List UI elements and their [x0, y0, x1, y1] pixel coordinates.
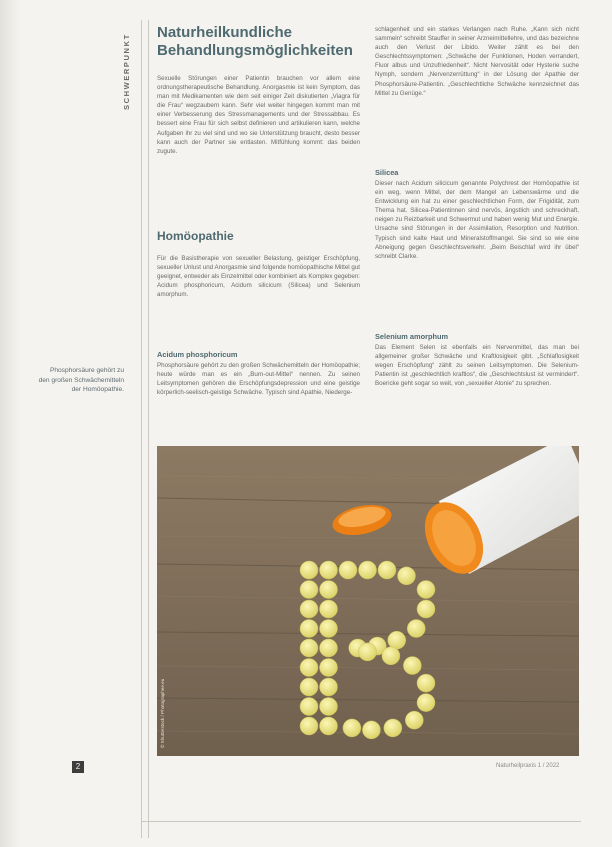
silicea-paragraph: Dieser nach Acidum silicicum genannte Polychrest der Homöopathie ist ein weg, wenn Mittel, der dem Mangel an Lebenswärme und die Entwicklung ein hat zu einer geschlechtlichen Form, der Frigidität, zum Thema hat. Silicea-Patientinnen sind nervös, ängstlich und schreckhaft, neigen zu Reizbarkeit und Schwermut und haben wenig Mut und Energie. Ursache sind Störungen in der Assimilation, Resorption und Nutrition. Typisch sind kalte Haut und Mineralstoffmangel. Sie sind so wie eine Abneigung gegen Geschlechtsverkehr. „Beim Beischlaf wird ihr übel“ schreibt Clarke.	[375, 180, 579, 260]
page-shadow	[0, 0, 20, 847]
pill	[300, 717, 318, 735]
acidum-paragraph: Phosphorsäure gehört zu den großen Schwächemitteln der Homöopathie; heute würde man es ein „Burn-out-Mittel“ nennen. Zu seinen Leitsymptomen gehören die Erschöpfungsdepression und eine geistige körperlich-seelisch-geistige Schwäche. Typisch sind Apathie, Niederge-	[157, 362, 360, 397]
pill	[320, 600, 338, 618]
pill	[384, 719, 402, 737]
pill	[320, 698, 338, 716]
pill	[339, 561, 357, 579]
pill	[359, 561, 377, 579]
heading-acidum: Acidum phosphoricum	[157, 350, 238, 359]
article-title	[157, 24, 367, 60]
column-rule	[141, 20, 142, 838]
pill	[300, 639, 318, 657]
pill	[300, 620, 318, 638]
pill	[417, 581, 435, 599]
pill	[300, 659, 318, 677]
silicea-section	[375, 168, 579, 261]
pill	[417, 674, 435, 692]
pill	[320, 717, 338, 735]
pill	[320, 620, 338, 638]
pill	[388, 631, 406, 649]
column2-paragraph: schlagenheit und ein starkes Verlangen nach Ruhe. „Kann sich nicht sammeln“ schreibt Stauffer in seiner Arzneimittellehre, und das bezeichne auch den Verlust der Libido. Weiter zählt es bei den Geschlechtssymptomen: „Schwäche der Funktionen, Hoden verrandert, Fluor albus und Unzufriedenheit“. Nicht Nervosität oder Hysterie suche Nymph, sondern „Nervenzerrüttung“ in der Lösung der Apathie der Phosphorsäure-Patientin. „Geschlechtliche Schwäche kennzeichnet das Mittel zu Genüge.“	[375, 26, 579, 97]
pill	[300, 698, 318, 716]
acidum-section	[157, 350, 360, 397]
pill	[320, 581, 338, 599]
heading-selenium: Selenium amorphum	[375, 332, 449, 341]
pill	[320, 659, 338, 677]
pill	[300, 561, 318, 579]
pill	[417, 694, 435, 712]
section-tag: SCHWERPUNKT	[122, 33, 131, 110]
footer-rule	[141, 821, 581, 822]
pill	[300, 678, 318, 696]
pill	[417, 600, 435, 618]
pill	[407, 620, 425, 638]
homoeopathie-paragraph: Für die Basistherapie von sexueller Belastung, geistiger Erschöpfung, sexueller Unlust und Anorgasmie sind folgende homöopathische Mittel gut geeignet, entweder als Einzelmittel oder kombiniert als Komplex gegeben: Acidum phosphoricum, Acidum silicicum (Silicea) und Selenium amorphum.	[157, 255, 360, 299]
pill	[320, 639, 338, 657]
selenium-section	[375, 332, 579, 388]
title-line-1: Naturheilkundliche	[157, 24, 293, 41]
pill	[405, 711, 423, 729]
pill	[378, 561, 396, 579]
photo-credit: © Shutterstock / Photographee.eu	[160, 678, 165, 748]
intro-paragraph: Sexuelle Störungen einer Patientin brauchen vor allem eine ordnungstherapeutische Behandlung. Anorgasmie ist kein Symptom, das man mit Medikamenten wie dem seit einiger Zeit diskutierten „Viagra für die Frau“ wegzaubern kann. Sehr viel weiter hingegen kommt man mit einer Verbesserung des Stressmanagements und der Stressabbau. Es bessert eine Frau für sich selbst definieren und artikulieren kann, welche Aufgaben ihr zu viel sind und wo sie Unterstützung braucht, desto besser kann auch der Partner sie entlasten. Mitfühlung kommt: das beiden zugute.	[157, 75, 360, 155]
pill	[320, 561, 338, 579]
page-number: 2	[72, 761, 84, 773]
pill	[403, 657, 421, 675]
vitamin-b-photo	[157, 446, 579, 756]
footer-brand: Naturheilpraxis 1 / 2022	[496, 763, 560, 769]
photo-illustration	[157, 446, 579, 756]
pill	[343, 719, 361, 737]
pill	[359, 643, 377, 661]
title-line-2: Behandlungsmöglichkeiten	[157, 42, 353, 59]
pill	[300, 581, 318, 599]
pill	[320, 678, 338, 696]
column-rule	[148, 20, 149, 838]
pill	[300, 600, 318, 618]
pill	[398, 567, 416, 585]
heading-homoeopathie: Homöopathie	[157, 229, 234, 243]
selenium-paragraph: Das Element Selen ist ebenfalls ein Nervenmittel, das man bei allgemeiner großer Schwäche und Kraftlosigkeit gibt. „Schlaflosigkeit wegen Erschöpfung“ zählt zu seinen Leitsymptomen. Die Selenium-Patientin ist „geschlechtlich kraftlos“, die „Geschlechtslust ist vermindert“. Boericke geht sogar so weit, von „sexueller Atonie“ zu sprechen.	[375, 344, 579, 388]
sidebar-note: Phosphorsäure gehört zu den großen Schwächemitteln der Homöopathie.	[38, 367, 124, 393]
pill	[382, 647, 400, 665]
heading-silicea: Silicea	[375, 168, 399, 177]
pill	[362, 721, 380, 739]
